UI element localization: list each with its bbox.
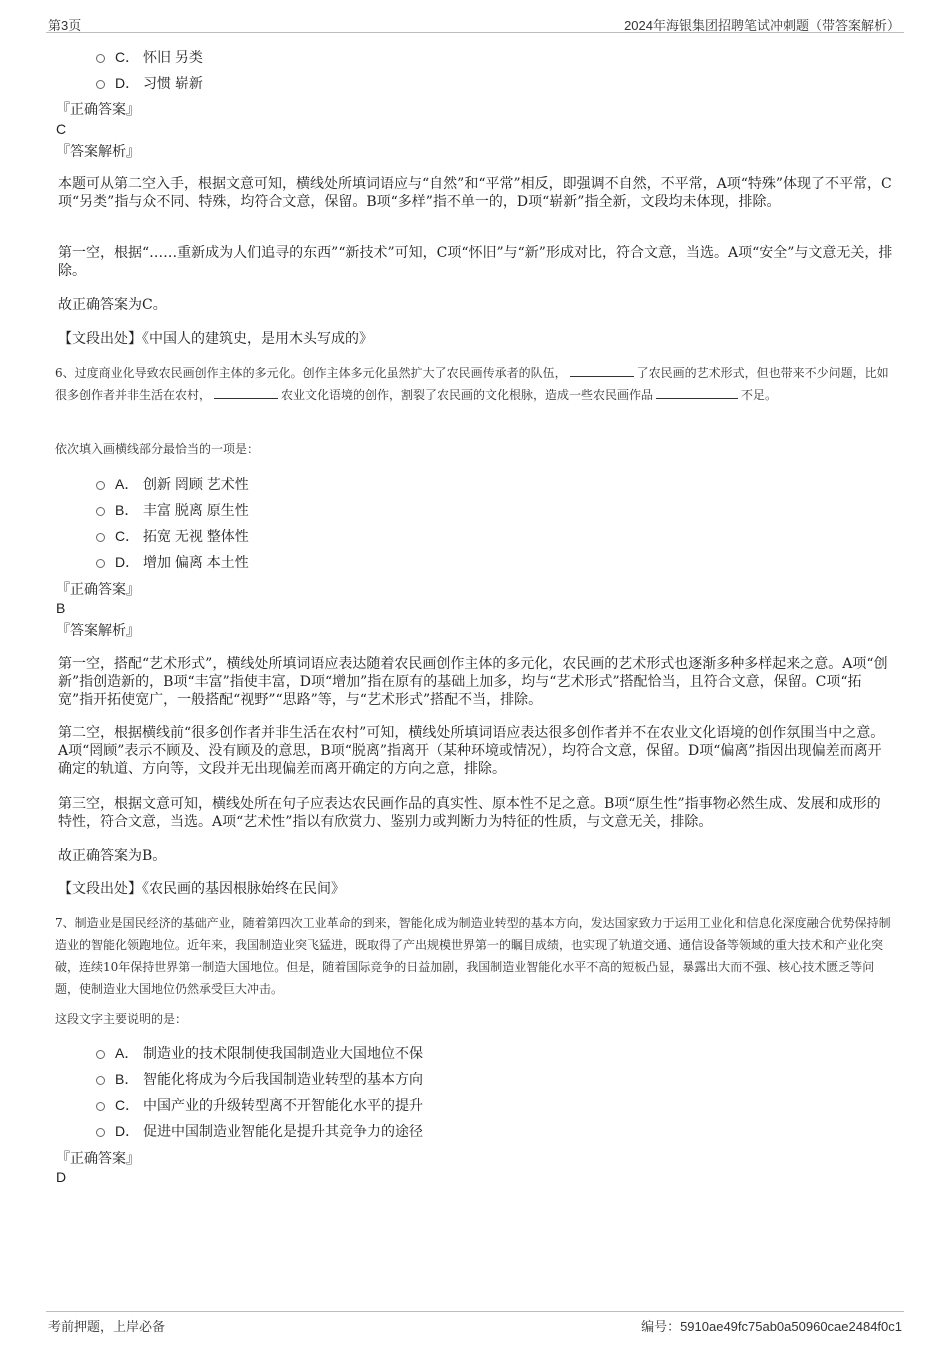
q7-prompt: 这段文字主要说明的是： [55, 1012, 188, 1026]
q6-analysis-p3: 第三空，根据文意可知，横线处所在句子应表达农民画作品的真实性、原本性不足之意。B项“原生性”指事物必然生成、发展和成形的特性，符合文意，当选。A项“艺术性”指以有欣赏力、鉴别力或判断力为特征的性质，与文意无关，排除。 [58, 796, 881, 830]
q7-option-a[interactable]: A． 制造业的技术限制使我国制造业大国地位不保 [96, 1043, 423, 1063]
radio-icon[interactable] [96, 533, 105, 542]
q6-option-d[interactable]: D． 增加 偏离 本土性 [96, 552, 249, 572]
page-header [46, 12, 904, 33]
radio-icon[interactable] [96, 559, 105, 568]
radio-icon[interactable] [96, 1128, 105, 1137]
q5-analysis-p1: 本题可从第二空入手，根据文意可知，横线处所填词语应与“自然”和“平常”相反，即强调不自然，不平常，A项“特殊”体现了不平常，C项“另类”指与众不同、特殊，均符合文意，保留。B项“多样”指不单一的，D项“崭新”指全新，文段均未体现，排除。 [58, 176, 892, 210]
radio-icon[interactable] [96, 54, 105, 63]
page-number: 第3页 [48, 18, 82, 33]
q7-option-c[interactable]: C． 中国产业的升级转型离不开智能化水平的提升 [96, 1095, 423, 1115]
q5-analysis-label: 『答案解析』 [56, 144, 140, 160]
q7-stem: 7、制造业是国民经济的基础产业，随着第四次工业革命的到来，智能化成为制造业转型的基本方向，发达国家致力于运用工业化和信息化深度融合优势保持制造业的智能化领跑地位。近年来，我国制造业突飞猛进，既取得了产出规模世界第一的瞩目成绩，也实现了轨道交通、通信设备等领域的重大技术和产业化突破，连续10年保持世界第一制造大国地位。但是，随着国际竞争的日益加剧，我国制造业智能化水平不高的短板凸显，暴露出大而不强、核心技术匮乏等问题，使制造业大国地位仍然承受巨大冲击。 [55, 916, 891, 996]
q6-answer: B [56, 600, 66, 616]
q6-analysis-p1: 第一空，搭配“艺术形式”，横线处所填词语应表达随着农民画创作主体的多元化，农民画的艺术形式也逐渐多种多样起来之意。A项“创新”指创造新的，B项“丰富”指使丰富，D项“增加”指在原有的基础上加多，均与“艺术形式”搭配恰当，且符合文意，保留。C项“拓宽”指开拓使宽广，一般搭配“视野”“思路”等，与“艺术形式”搭配不当，排除。 [58, 656, 888, 708]
q6-option-c[interactable]: C． 拓宽 无视 整体性 [96, 526, 249, 546]
q7-option-b[interactable]: B． 智能化将成为今后我国制造业转型的基本方向 [96, 1069, 423, 1089]
footer-slogan: 考前押题，上岸必备 [48, 1319, 166, 1334]
q6-correct-label: 『正确答案』 [56, 582, 140, 598]
q5-option-d[interactable]: D． 习惯 崭新 [96, 73, 203, 93]
q6-option-a[interactable]: A． 创新 罔顾 艺术性 [96, 474, 249, 494]
page-footer [46, 1311, 904, 1336]
q6-analysis-p4: 故正确答案为B。 [58, 848, 167, 864]
document-id: 编号：5910ae49fc75ab0a50960cae2484f0c1 [641, 1319, 902, 1334]
q6-analysis-p2: 第二空，根据横线前“很多创作者并非生活在农村”可知，横线处所填词语应表达很多创作者并不在农业文化语境的创作氛围当中之意。A项“罔顾”表示不顾及、没有顾及的意思，B项“脱离”指离开（某种环境或情况），均符合文意，保留。D项“偏离”指因出现偏差而离开确定的轨道、方向等，文段并无出现偏差而离开确定的方向之意，排除。 [58, 725, 885, 777]
radio-icon[interactable] [96, 481, 105, 490]
q7-option-d[interactable]: D． 促进中国制造业智能化是提升其竞争力的途径 [96, 1121, 423, 1141]
q6-stem: 6、过度商业化导致农民画创作主体的多元化。创作主体多元化虽然扩大了农民画传承者的队伍， 了农民画的艺术形式，但也带来不少问题，比如很多创作者并非生活在农村， 农业文化语境的创作，割裂了农民画的文化根脉，造成一些农民画作品 不足。 [55, 366, 889, 402]
q7-answer: D [56, 1169, 67, 1185]
q6-option-b[interactable]: B． 丰富 脱离 原生性 [96, 500, 249, 520]
radio-icon[interactable] [96, 1076, 105, 1085]
q5-analysis-p2: 第一空，根据“……重新成为人们追寻的东西”“新技术”可知，C项“怀旧”与“新”形成对比，符合文意，当选。A项“安全”与文意无关，排除。 [58, 245, 893, 279]
radio-icon[interactable] [96, 1050, 105, 1059]
radio-icon[interactable] [96, 1102, 105, 1111]
document-title: 2024年海银集团招聘笔试冲刺题（带答案解析） [624, 18, 900, 33]
q6-source: 【文段出处】《农民画的基因根脉始终在民间》 [58, 881, 345, 897]
q6-analysis-label: 『答案解析』 [56, 623, 140, 639]
q5-option-c[interactable]: C． 怀旧 另类 [96, 47, 203, 67]
radio-icon[interactable] [96, 80, 105, 89]
q5-answer: C [56, 121, 67, 137]
q6-prompt: 依次填入画横线部分最恰当的一项是： [55, 442, 260, 456]
q5-source: 【文段出处】《中国人的建筑史，是用木头写成的》 [58, 331, 373, 347]
q5-correct-label: 『正确答案』 [56, 102, 140, 118]
q7-correct-label: 『正确答案』 [56, 1151, 140, 1167]
q5-analysis-p3: 故正确答案为C。 [58, 297, 167, 313]
radio-icon[interactable] [96, 507, 105, 516]
